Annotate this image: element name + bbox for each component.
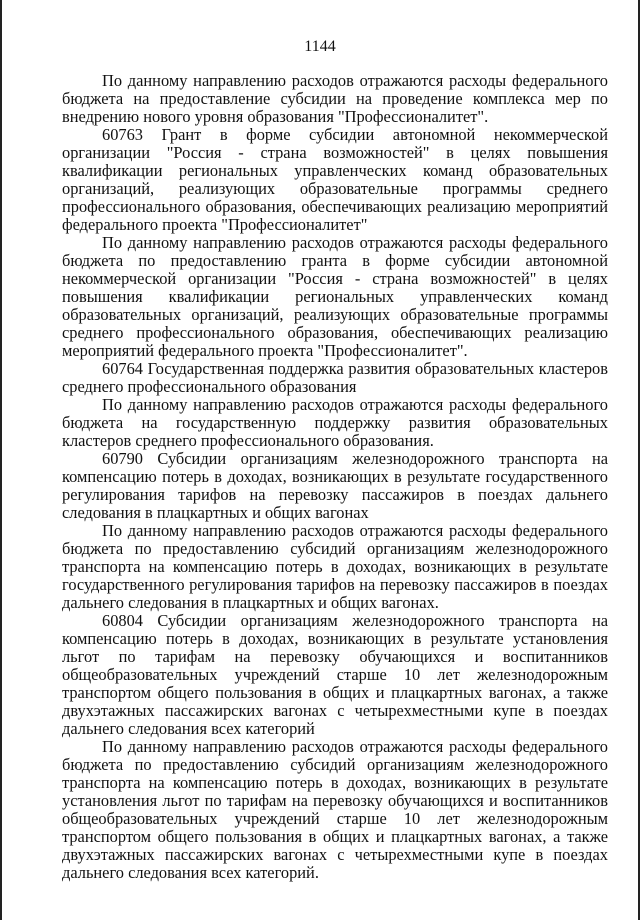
paragraph: По данному направлению расходов отражаются расходы федерального бюджета по предоставлению гранта в форме субсидии автономной некоммерческой организации "Россия - страна возможностей" в целях повышения квалификации региональных управленческих команд образовательных организаций, реализующих образовательные программы среднего профессионального образования, обеспечивающих реализацию мероприятий федерального проекта "Профессионалитет". <box>62 233 608 360</box>
paragraph: По данному направлению расходов отражаются расходы федерального бюджета на государственную поддержку развития образовательных кластеров среднего профессионального образования. <box>62 395 608 450</box>
section-heading-60790: 60790 Субсидии организациям железнодорожного транспорта на компенсацию потерь в доходах, возникающих в результате государственного регулирования тарифов на перевозку пассажиров в поездах дальнего следования в плацкартных и общих вагонах <box>62 449 608 522</box>
paragraph: По данному направлению расходов отражаются расходы федерального бюджета по предоставлению субсидий организациям железнодорожного транспорта на компенсацию потерь в доходах, возникающих в результате государственного регулирования тарифов на перевозку пассажиров в поездах дальнего следования в плацкартных и общих вагонах. <box>62 521 608 612</box>
page-number: 1144 <box>304 38 336 55</box>
section-heading-60804: 60804 Субсидии организациям железнодорожного транспорта на компенсацию потерь в доходах, возникающих в результате установления льгот по тарифам на перевозку обучающихся и воспитанников общеобразовательных учреждений старше 10 лет железнодорожным транспортом общего пользования в общих и плацкартных вагонах, а также двухэтажных пассажирских вагонах с четырехместными купе в поездах дальнего следования всех категорий <box>62 611 608 738</box>
document-body <box>62 72 608 882</box>
section-heading-60764: 60764 Государственная поддержка развития образовательных кластеров среднего профессионального образования <box>62 359 608 396</box>
paragraph: По данному направлению расходов отражаются расходы федерального бюджета по предоставлению субсидий организациям железнодорожного транспорта на компенсацию потерь в доходах, возникающих в результате установления льгот по тарифам на перевозку обучающихся и воспитанников общеобразовательных учреждений старше 10 лет железнодорожным транспортом общего пользования в общих и плацкартных вагонах, а также двухэтажных пассажирских вагонах с четырехместными купе в поездах дальнего следования всех категорий. <box>62 737 608 882</box>
section-heading-60763: 60763 Грант в форме субсидии автономной некоммерческой организации "Россия - страна возможностей" в целях повышения квалификации региональных управленческих команд образовательных организаций, реализующих образовательные программы среднего профессионального образования, обеспечивающих реализацию мероприятий федерального проекта "Профессионалитет" <box>62 125 608 234</box>
paragraph: По данному направлению расходов отражаются расходы федерального бюджета на предоставление субсидии на проведение комплекса мер по внедрению нового уровня образования "Профессионалитет". <box>62 71 608 126</box>
